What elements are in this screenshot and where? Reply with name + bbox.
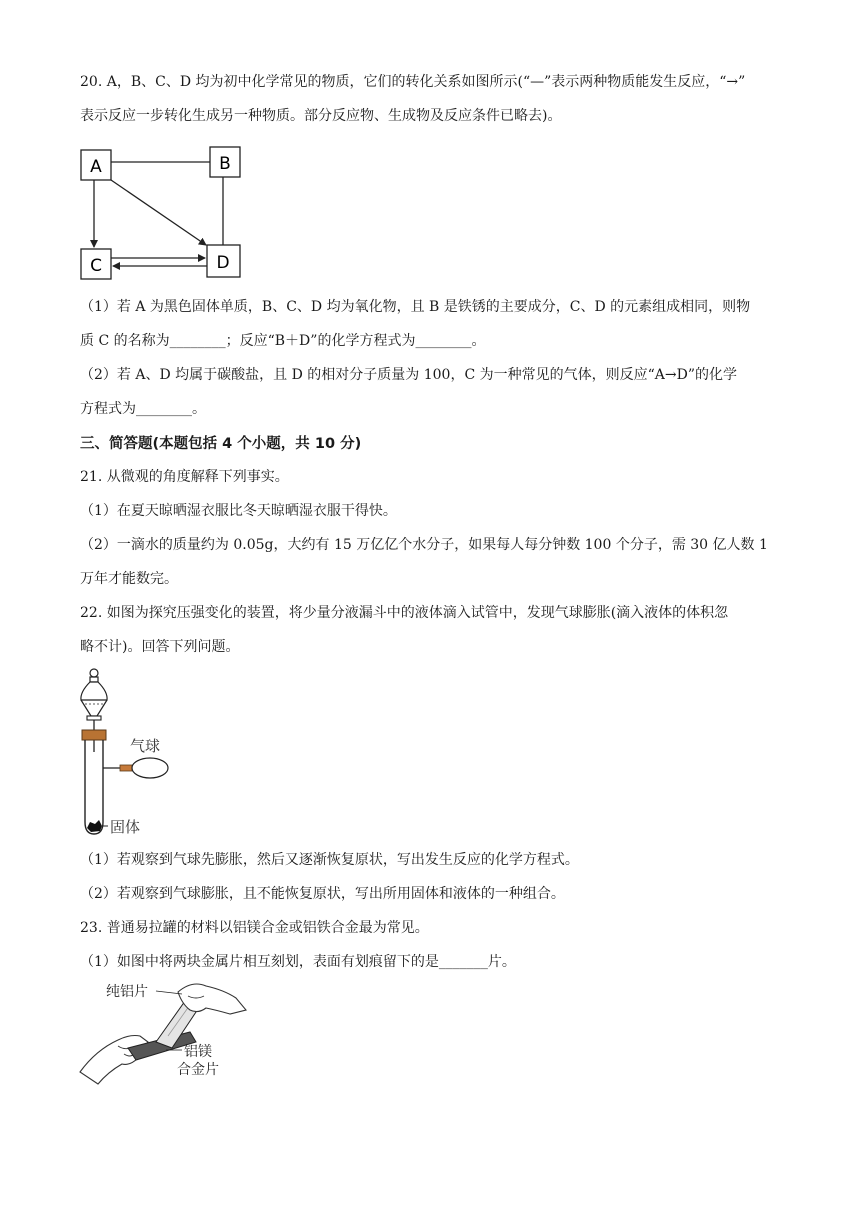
q20-relation-diagram — [76, 145, 246, 280]
q22-part2: （2）若观察到气球膨胀，且不能恢复原状，写出所用固体和液体的一种组合。 — [80, 886, 565, 902]
q22-part1: （1）若观察到气球先膨胀，然后又逐渐恢复原状，写出发生反应的化学方程式。 — [80, 852, 579, 868]
q20-part1-line2: 质 C 的名称为________；反应“B＋D”的化学方程式为________。 — [80, 333, 486, 349]
q21-part2-line2: 万年才能数完。 — [80, 571, 178, 587]
solid-lump — [87, 820, 102, 832]
node-b — [210, 147, 240, 177]
test-tube — [85, 740, 103, 834]
q21-part2-line1: （2）一滴水的质量约为 0.05g，大约有 15 万亿亿个水分子，如果每人每分钟数 100 个分子，需 30 亿人数 1 — [80, 537, 768, 553]
q22-line2: 略不计)。回答下列问题。 — [80, 639, 240, 655]
q23-scratch-figure — [78, 980, 253, 1090]
node-a-label: A — [90, 157, 102, 177]
arrow-a-d — [111, 180, 206, 245]
pure-aluminum-label: 纯铝片 — [106, 984, 148, 1000]
alloy-label-line2: 合金片 — [177, 1062, 219, 1078]
q21-part1: （1）在夏天晾晒湿衣服比冬天晾晒湿衣服干得快。 — [80, 503, 397, 519]
node-c — [81, 249, 111, 279]
side-tube-connector — [120, 765, 132, 771]
rubber-stopper — [82, 730, 106, 740]
balloon — [132, 758, 168, 778]
balloon-label: 气球 — [130, 737, 161, 755]
node-d — [207, 245, 240, 277]
section3-heading: 三、简答题(本题包括 4 个小题，共 10 分) — [80, 436, 362, 452]
q20-part1-line1: （1）若 A 为黑色固体单质，B、C、D 均为氧化物，且 B 是铁锈的主要成分，C、D 的元素组成相同，则物 — [80, 299, 751, 315]
q22-line1: 22. 如图为探究压强变化的装置，将少量分液漏斗中的液体滴入试管中，发现气球膨胀(滴入液体的体积忽 — [80, 605, 729, 621]
node-c-label: C — [90, 256, 102, 276]
q20-intro-line2: 表示反应一步转化生成另一种物质。部分反应物、生成物及反应条件已略去)。 — [80, 108, 562, 124]
solid-label: 固体 — [110, 818, 141, 836]
node-d-label: D — [216, 253, 230, 273]
alloy-label-line1: 铝镁 — [184, 1044, 212, 1060]
q20-part2-line1: （2）若 A、D 均属于碳酸盐，且 D 的相对分子质量为 100，C 为一种常见的气体，则反应“A→D”的化学 — [80, 367, 737, 383]
q23-title: 23. 普通易拉罐的材料以铝镁合金或铝铁合金最为常见。 — [80, 920, 429, 936]
q20-intro-line1: 20. A，B、C、D 均为初中化学常见的物质，它们的转化关系如图所示(“—”表示两种物质能发生反应，“→” — [80, 74, 746, 90]
q23-part1: （1）如图中将两块金属片相互刻划，表面有划痕留下的是_______片。 — [80, 954, 516, 970]
q20-part2-line2: 方程式为________。 — [80, 401, 206, 417]
q22-apparatus-figure — [76, 664, 196, 844]
node-a — [81, 150, 111, 180]
q21-title: 21. 从微观的角度解释下列事实。 — [80, 469, 289, 485]
node-b-label: B — [219, 154, 231, 174]
